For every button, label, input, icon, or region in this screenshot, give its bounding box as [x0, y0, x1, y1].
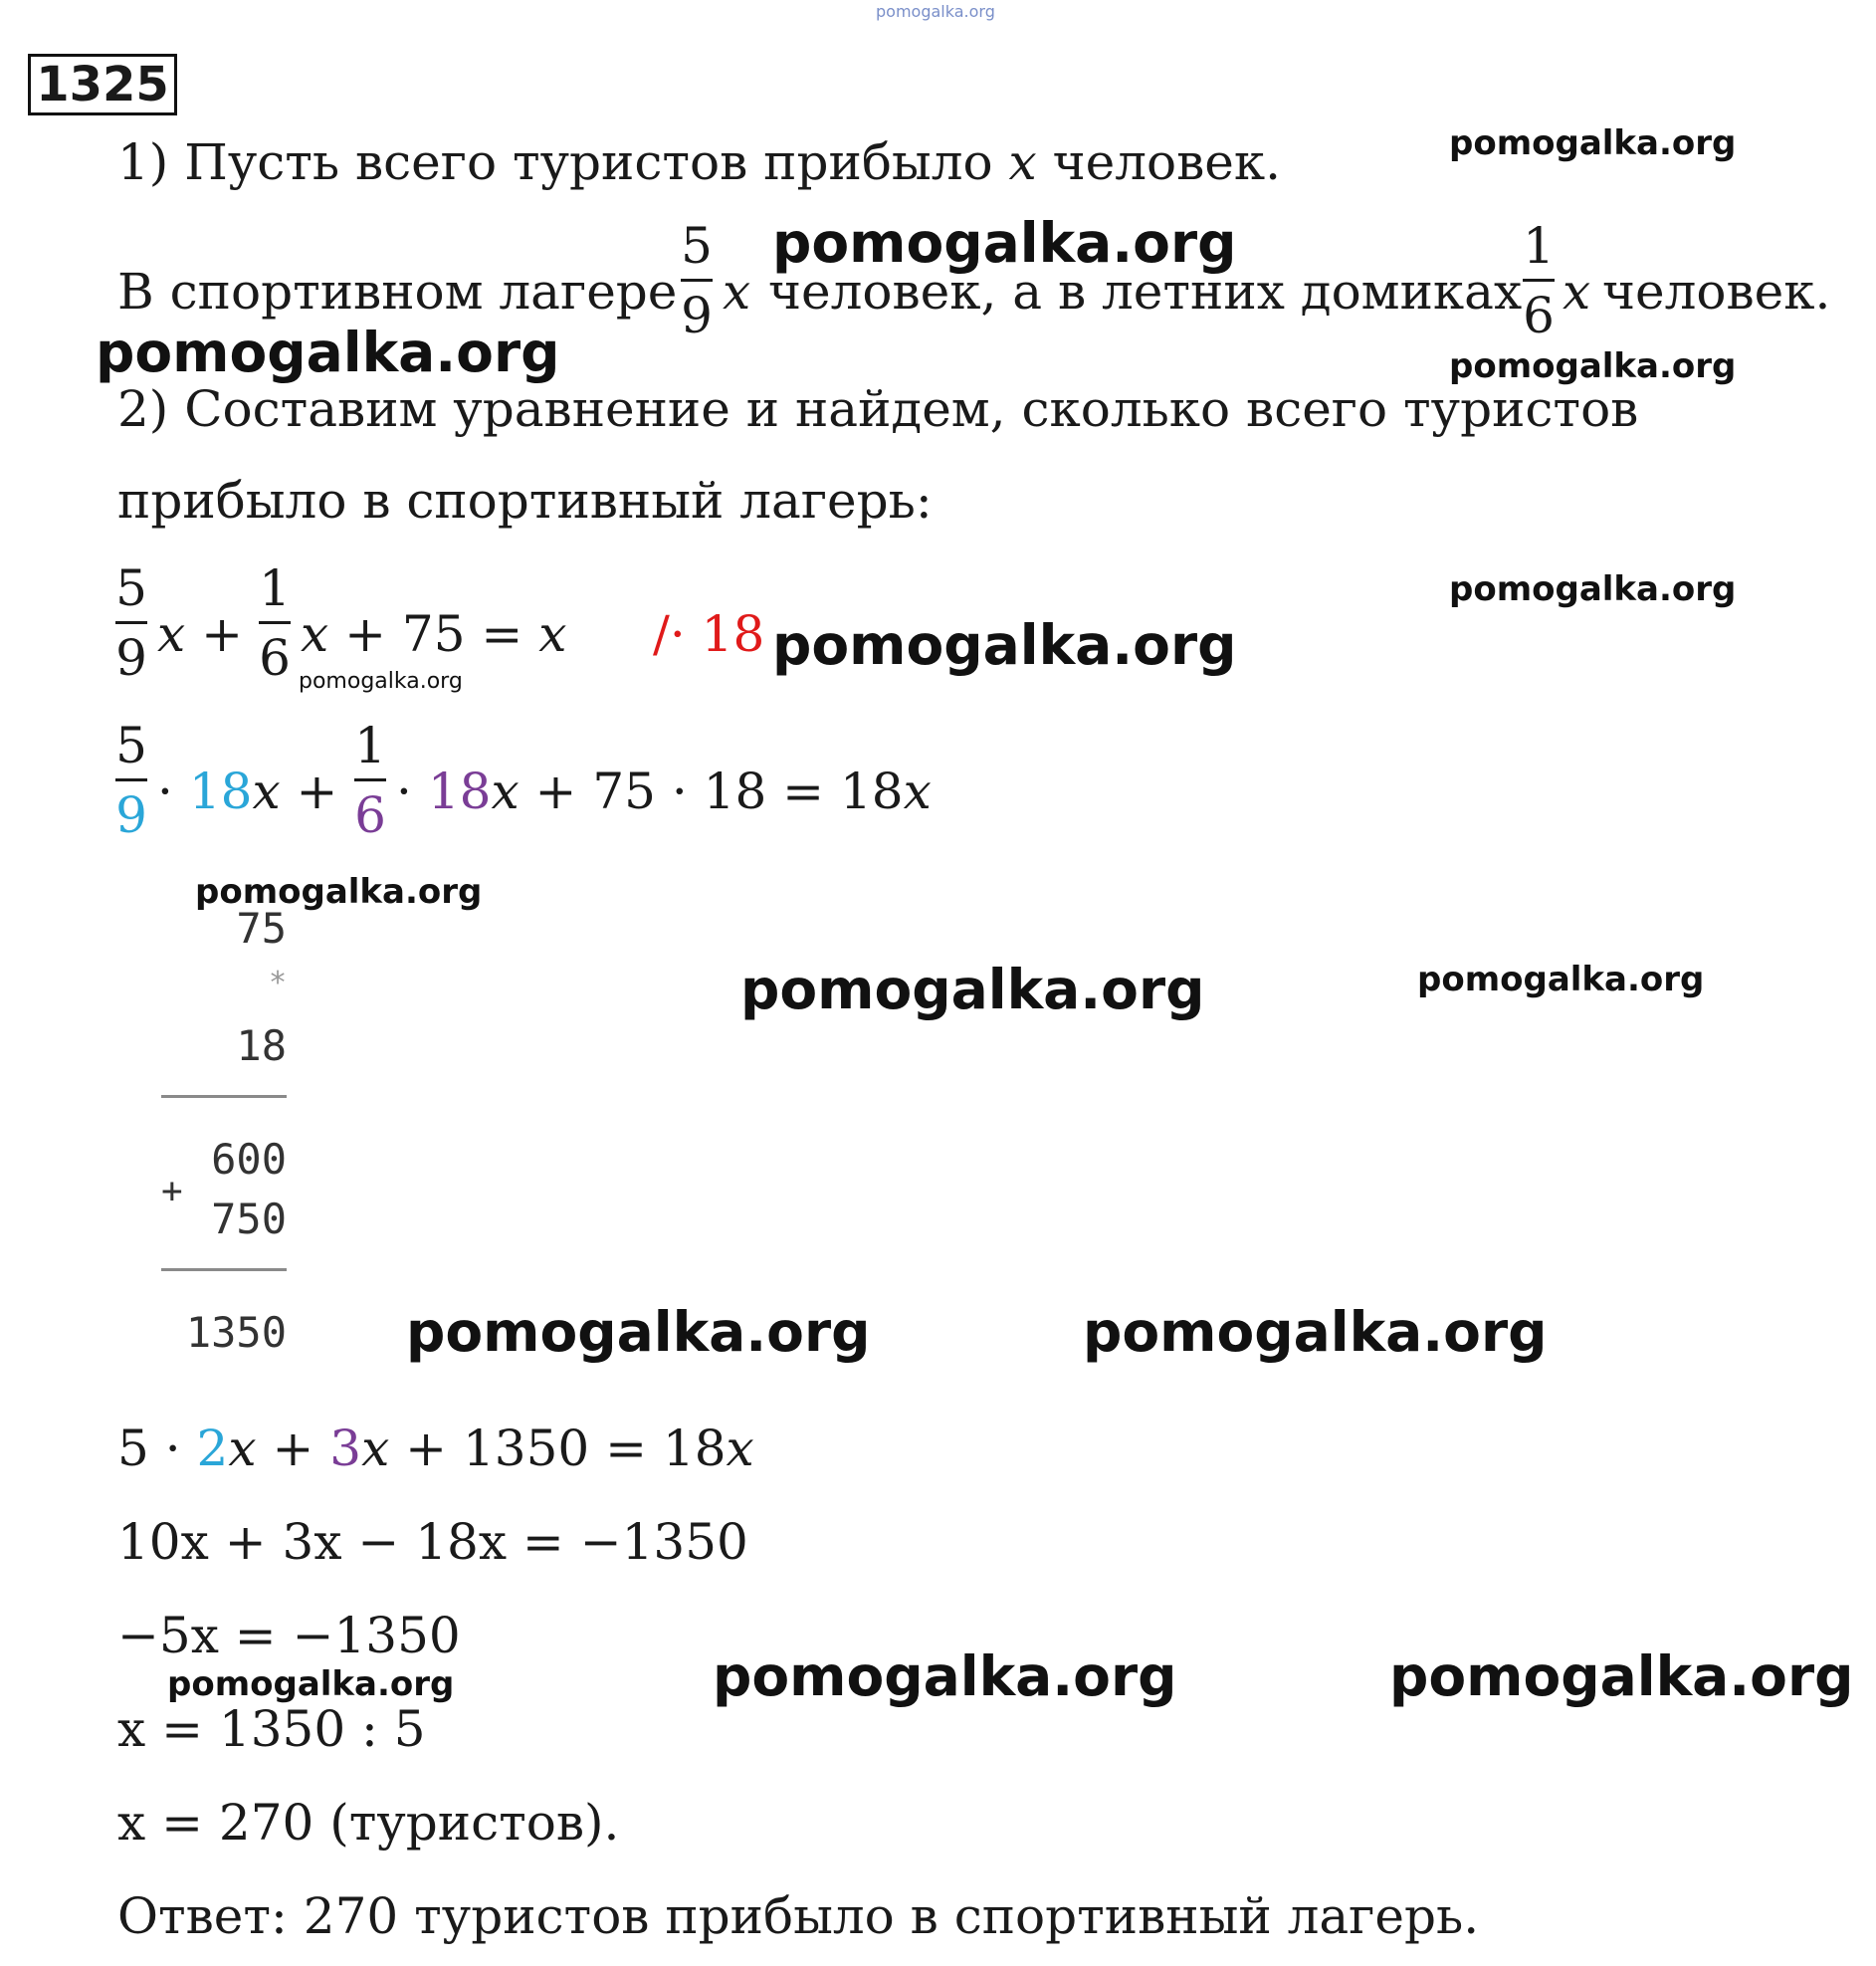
eq1-fraction-b: 1 6: [259, 559, 291, 687]
watermark: pomogalka.org: [299, 669, 463, 694]
column-result: 1350: [185, 1308, 287, 1357]
column-divider: [161, 1095, 287, 1098]
header-watermark: pomogalka.org: [876, 2, 995, 21]
watermark: pomogalka.org: [406, 1300, 871, 1364]
eq4: 10x + 3x − 18x = −1350: [117, 1513, 748, 1571]
eq3: 5 · 2x + 3x + 1350 = 18x: [117, 1420, 754, 1477]
watermark: pomogalka.org: [713, 1644, 1177, 1708]
eq2-fraction-a: 5 9: [115, 717, 147, 844]
watermark: pomogalka.org: [1449, 346, 1737, 386]
answer: Ответ: 270 туристов прибыло в спортивный лагерь.: [117, 1887, 1480, 1945]
eq1-part2: x + 75 = x: [301, 605, 567, 663]
column-multiply-sign: *: [268, 966, 287, 1000]
eq2-fraction-b: 1 6: [354, 717, 386, 844]
eq6: x = 1350 : 5: [117, 1700, 426, 1758]
eq1-fraction-a: 5 9: [115, 559, 147, 687]
column-divider: [161, 1268, 287, 1271]
watermark: pomogalka.org: [1449, 569, 1737, 609]
watermark: pomogalka.org: [740, 958, 1205, 1021]
step1-line2-middle: человек, а в летних домиках: [768, 263, 1523, 321]
watermark: pomogalka.org: [1417, 960, 1705, 999]
watermark: pomogalka.org: [1449, 123, 1737, 163]
fraction-one-sixth: 1 6: [1523, 217, 1555, 344]
problem-number: 1325: [28, 54, 177, 115]
column-partial-1: 600: [211, 1135, 287, 1184]
watermark: pomogalka.org: [167, 1664, 455, 1704]
watermark: pomogalka.org: [195, 872, 483, 912]
step1-line2-start: В спортивном лагере: [117, 263, 678, 321]
fraction-five-ninths: 5 9: [681, 217, 713, 344]
eq5: −5x = −1350: [117, 1607, 461, 1664]
watermark: pomogalka.org: [96, 321, 560, 384]
column-plus-sign: +: [161, 1171, 183, 1211]
step1-line1: 1) Пусть всего туристов прибыло x человек.: [117, 133, 1282, 191]
eq7: x = 270 (туристов).: [117, 1794, 620, 1852]
column-factor-a: 75: [236, 904, 287, 953]
var-x: x: [723, 263, 751, 321]
watermark: pomogalka.org: [1083, 1300, 1548, 1364]
eq2-part2: · 18x + 75 · 18 = 18x: [396, 763, 932, 820]
step2-line2: прибыло в спортивный лагерь:: [117, 472, 933, 530]
eq1-multiplier: /· 18: [653, 605, 765, 663]
eq2-part1: · 18x +: [157, 763, 338, 820]
var-x: x: [1563, 263, 1591, 321]
watermark: pomogalka.org: [772, 613, 1237, 677]
eq1-part1: x +: [157, 605, 244, 663]
watermark: pomogalka.org: [772, 211, 1237, 275]
step1-line2-end: человек.: [1602, 263, 1831, 321]
column-partial-2: 750: [211, 1195, 287, 1243]
watermark: pomogalka.org: [1389, 1644, 1854, 1708]
step2-line1: 2) Составим уравнение и найдем, сколько всего туристов: [117, 380, 1639, 438]
column-factor-b: 18: [236, 1021, 287, 1070]
